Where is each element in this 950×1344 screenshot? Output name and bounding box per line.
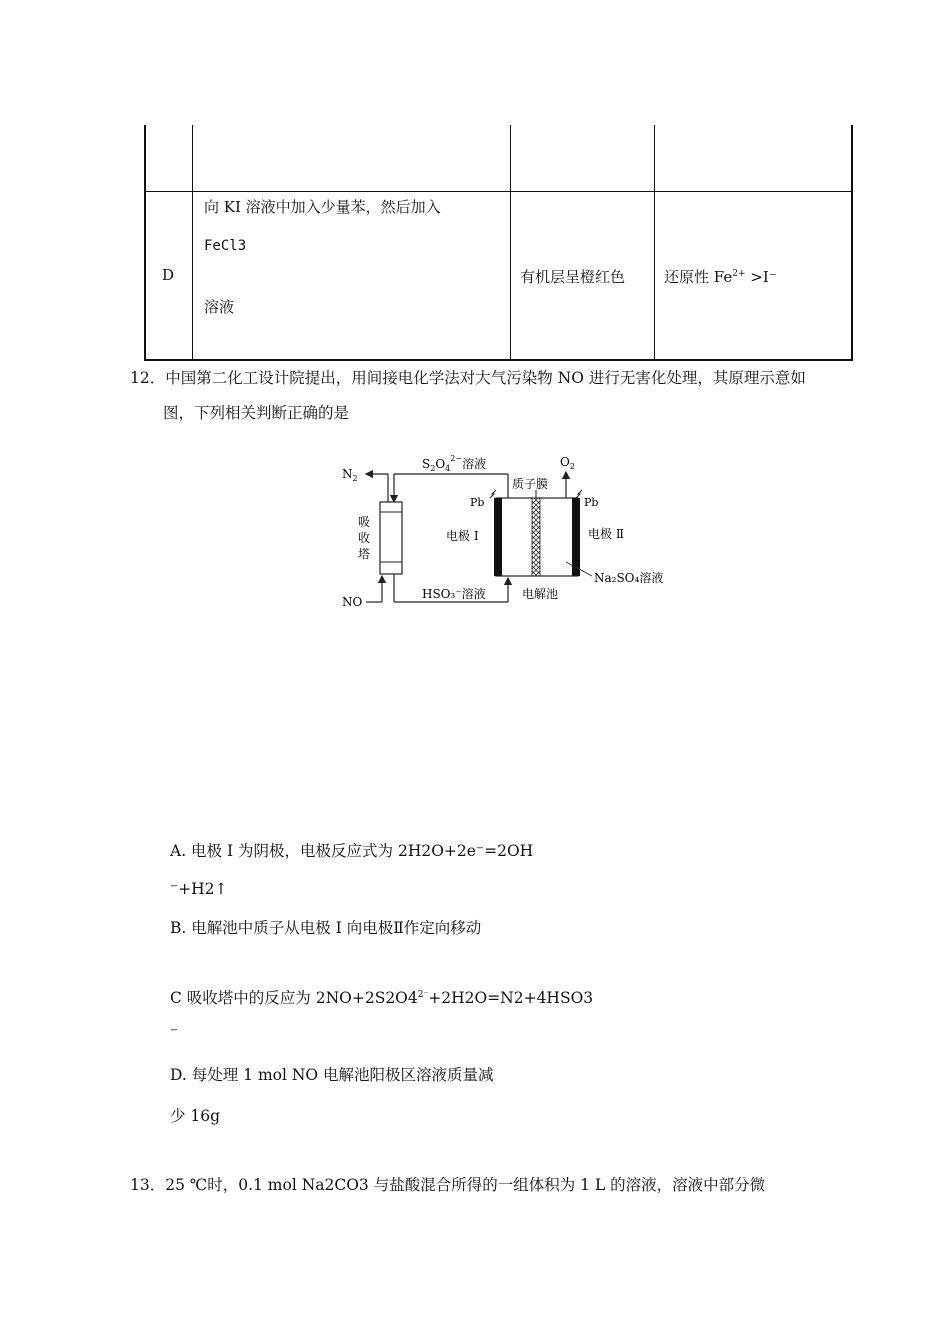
option-b: B. 电解池中质子从电极 I 向电极Ⅱ作定向移动 [170, 919, 482, 937]
q12-stem-line-1: 12．中国第二化工设计院提出，用间接电化学法对大气污染物 NO 进行无害化处理，其原理示意如 [130, 369, 806, 387]
proton-membrane [532, 498, 540, 576]
option-d-line-2: 少 16g [170, 1107, 221, 1125]
option-c-line-1: C 吸收塔中的反应为 $2NO+2S2O4^{2^-}+2H2O=N2+4HSO3$ [170, 989, 594, 1007]
operation-line-1: 向 KI 溶液中加入少量苯，然后加入 [204, 198, 441, 216]
option-a-line-2: ⁻+H2↑ [170, 880, 228, 898]
o2-label: $O_2$ [560, 455, 575, 471]
cell-label: 电解池 [522, 587, 559, 601]
n2-label: $N_2$ [342, 467, 358, 483]
operation-line-2: FeCl3 [204, 238, 247, 254]
electrode-1-label: 电极 Ⅰ [446, 529, 479, 543]
na2so4-label: Na₂SO₄溶液 [594, 571, 664, 585]
pb-left-label: Pb [470, 496, 485, 509]
s2o4-label: $S_2O_4^{2-}$溶液 [422, 454, 487, 473]
electrochemistry-diagram [336, 450, 676, 610]
tower-char-3: 塔 [358, 547, 371, 561]
absorption-tower [380, 502, 402, 574]
hso3-label: HSO₃⁻溶液 [422, 587, 486, 601]
phenomenon-cell: 有机层呈橙红色 [520, 268, 626, 286]
no-label: NO [342, 595, 363, 609]
conclusion-cell: 还原性 $Fe^{2+} >I^-$ [664, 268, 777, 286]
pb-right-label: Pb [584, 496, 599, 509]
row-label: D [162, 266, 175, 284]
option-d-line-1: D. 每处理 1 mol NO 电解池阳极区溶液质量减 [170, 1066, 494, 1084]
q13-stem-line-1: 13．25 ℃时，0.1 mol Na2CO3 与盐酸混合所得的一组体积为 1 L 的溶液，溶液中部分微 [130, 1176, 766, 1194]
membrane-label: 质子膜 [512, 477, 549, 491]
tower-char-2: 收 [358, 531, 371, 545]
option-a-line-1: A. 电极 I 为阴极，电极反应式为 2H2O+2e⁻=2OH [170, 842, 534, 860]
option-c-line-2: ⁻ [170, 1024, 179, 1042]
tower-char-1: 吸 [358, 515, 371, 529]
q12-stem-line-2: 图，下列相关判断正确的是 [163, 404, 350, 422]
electrode-2 [572, 498, 580, 576]
electrode-2-label: 电极 Ⅱ [588, 527, 624, 541]
electrode-1 [494, 498, 502, 576]
operation-line-3: 溶液 [204, 298, 235, 316]
